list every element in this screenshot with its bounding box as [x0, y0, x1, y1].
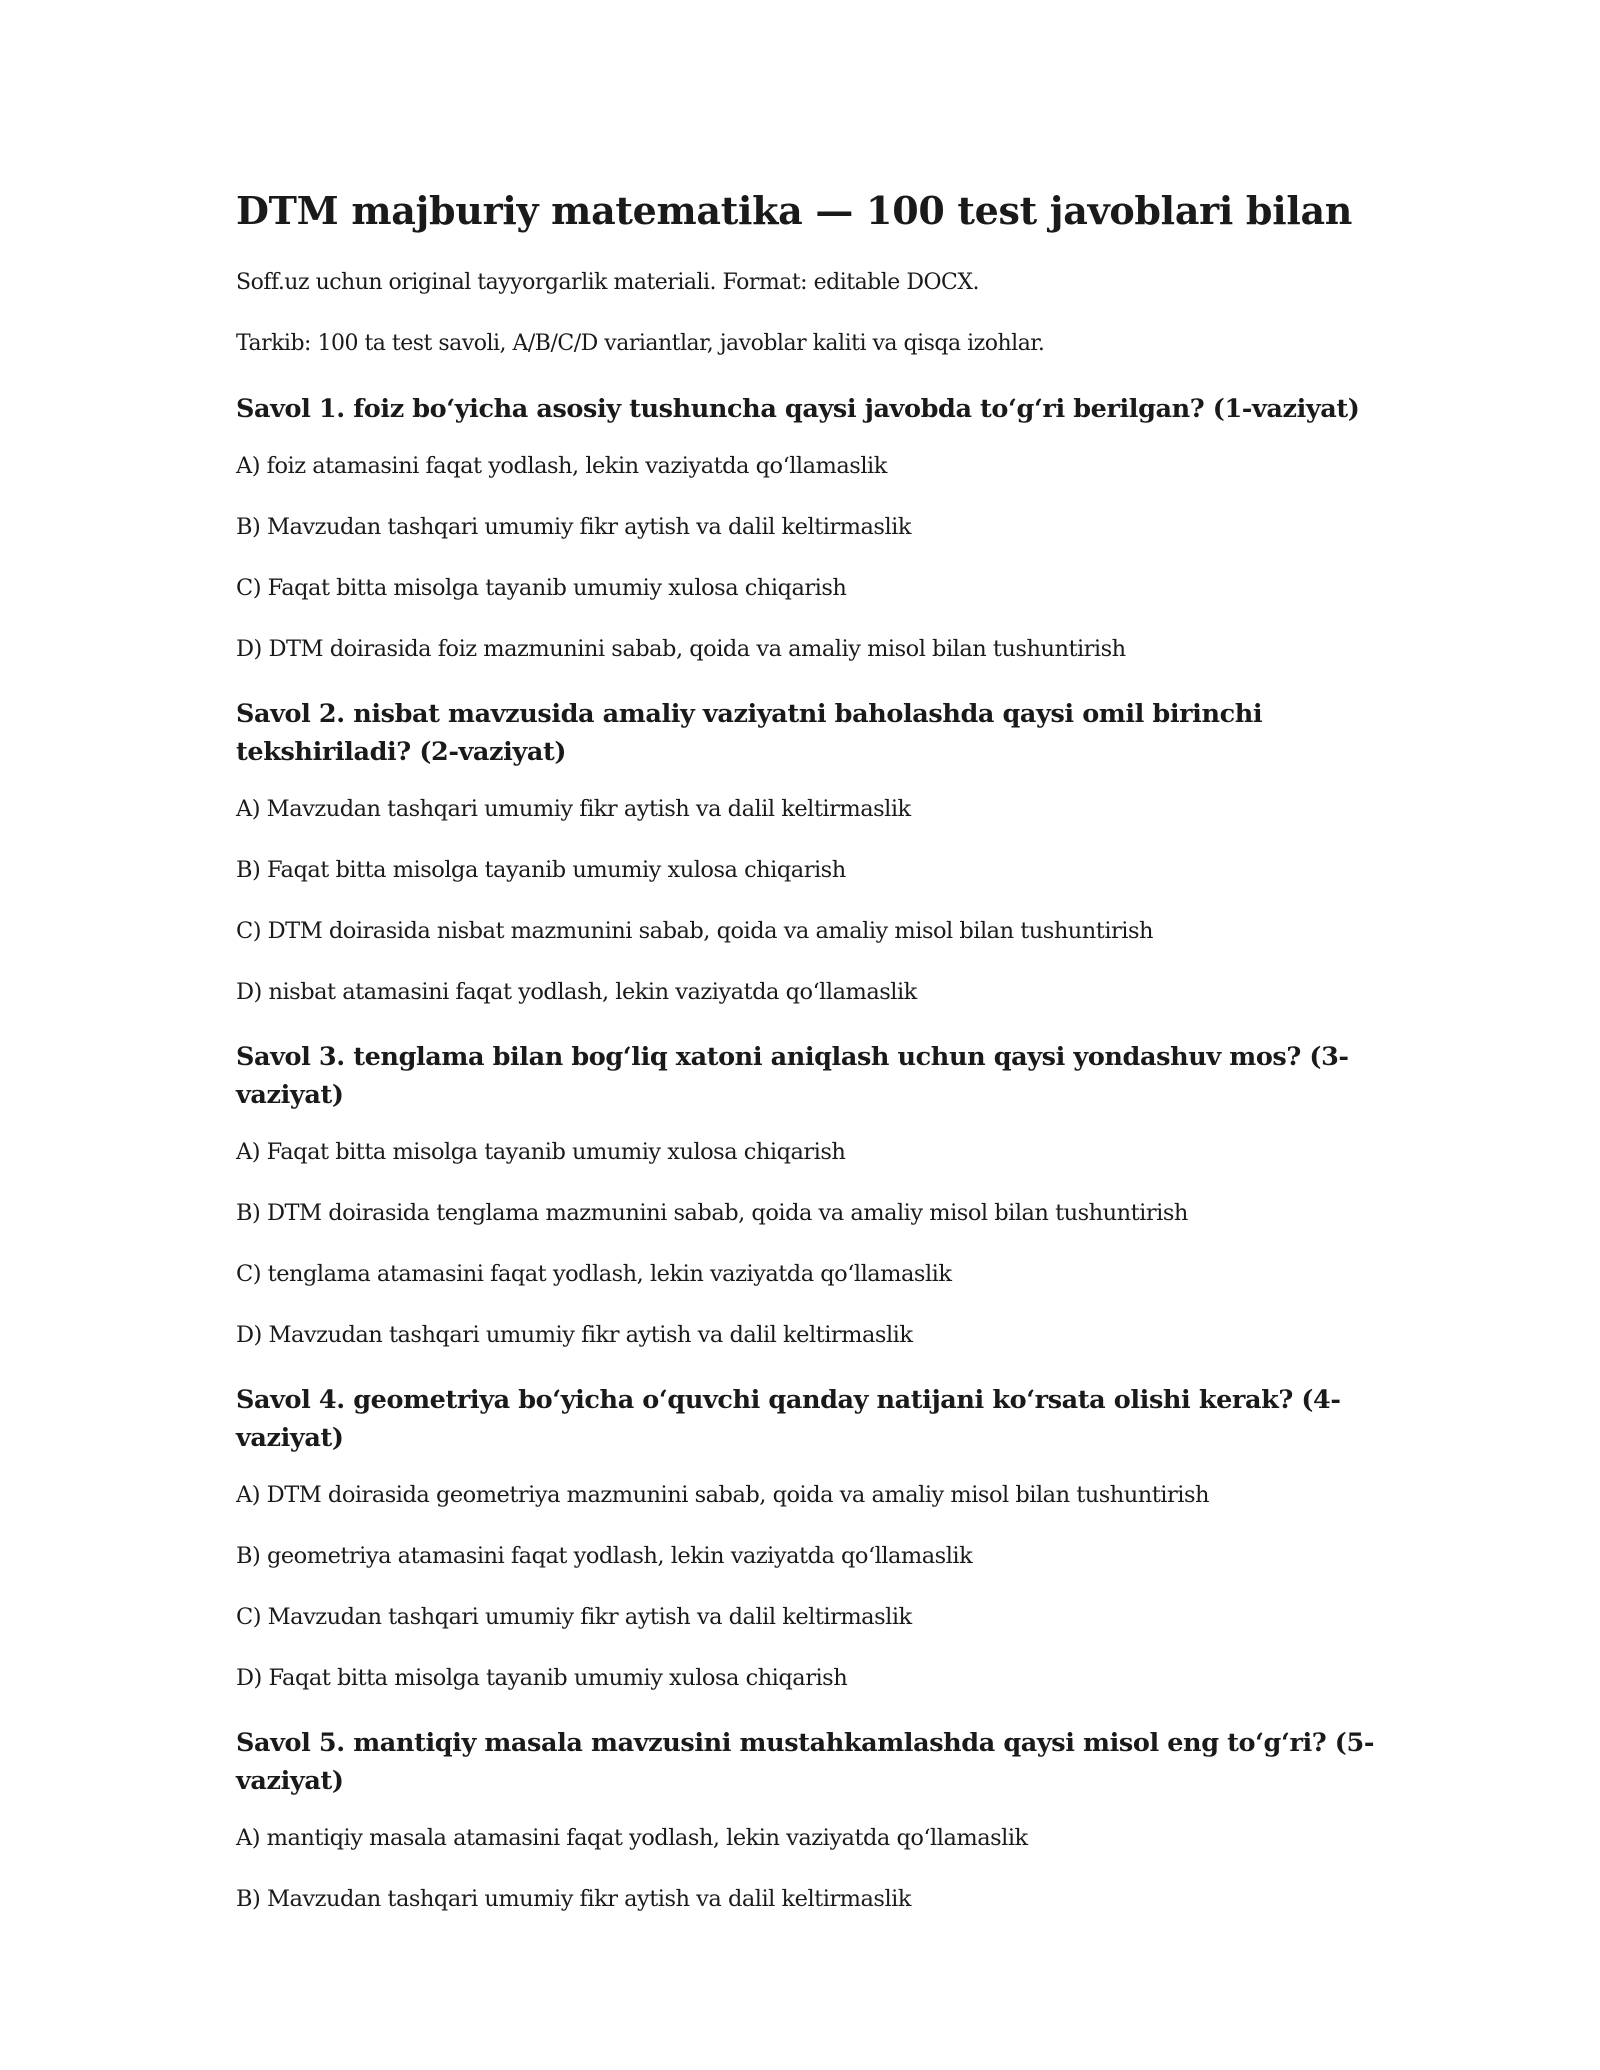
question-heading: Savol 1. foiz bo‘yicha asosiy tushuncha qaysi javobda to‘g‘ri berilgan? (1-vaziyat) [236, 394, 1360, 424]
answer-option-b: B) DTM doirasida tenglama mazmunini sabab, qoida va amaliy misol bilan tushuntirish [236, 1200, 1188, 1226]
question-heading: Savol 4. geometriya bo‘yicha o‘quvchi qanday natijani ko‘rsata olishi kerak? (4-vaziyat) [236, 1385, 1341, 1453]
answer-option-a: A) mantiqiy masala atamasini faqat yodlash, lekin vaziyatda qo‘llamaslik [236, 1825, 1028, 1851]
answer-option-d: D) Faqat bitta misolga tayanib umumiy xulosa chiqarish [236, 1665, 848, 1691]
answer-option-b: B) Mavzudan tashqari umumiy fikr aytish va dalil keltirmaslik [236, 1886, 911, 1912]
document-title: DTM majburiy matematika — 100 test javoblari bilan [236, 188, 1353, 233]
answer-option-b: B) Mavzudan tashqari umumiy fikr aytish va dalil keltirmaslik [236, 514, 911, 540]
question-heading: Savol 2. nisbat mavzusida amaliy vaziyatni baholashda qaysi omil birinchi tekshiriladi? (2-vaziyat) [236, 699, 1263, 767]
answer-option-a: A) DTM doirasida geometriya mazmunini sabab, qoida va amaliy misol bilan tushuntirish [236, 1482, 1209, 1508]
answer-option-a: A) foiz atamasini faqat yodlash, lekin vaziyatda qo‘llamaslik [236, 453, 887, 479]
answer-option-c: C) DTM doirasida nisbat mazmunini sabab, qoida va amaliy misol bilan tushuntirish [236, 918, 1154, 944]
intro-paragraph-format: Soff.uz uchun original tayyorgarlik materiali. Format: editable DOCX. [236, 270, 979, 295]
question-block-2 [236, 695, 1376, 1007]
question-block-3 [236, 1038, 1376, 1350]
answer-option-b: B) Faqat bitta misolga tayanib umumiy xulosa chiqarish [236, 857, 846, 883]
answer-option-c: C) Faqat bitta misolga tayanib umumiy xulosa chiqarish [236, 575, 847, 601]
answer-option-a: A) Mavzudan tashqari umumiy fikr aytish va dalil keltirmaslik [236, 796, 911, 822]
intro-paragraph-contents: Tarkib: 100 ta test savoli, A/B/C/D variantlar, javoblar kaliti va qisqa izohlar. [236, 331, 1045, 356]
answer-option-d: D) nisbat atamasini faqat yodlash, lekin vaziyatda qo‘llamaslik [236, 979, 917, 1005]
answer-option-a: A) Faqat bitta misolga tayanib umumiy xulosa chiqarish [236, 1139, 846, 1165]
answer-option-d: D) DTM doirasida foiz mazmunini sabab, qoida va amaliy misol bilan tushuntirish [236, 636, 1126, 662]
question-heading: Savol 3. tenglama bilan bog‘liq xatoni aniqlash uchun qaysi yondashuv mos? (3-vaziyat) [236, 1042, 1349, 1110]
question-heading: Savol 5. mantiqiy masala mavzusini mustahkamlashda qaysi misol eng to‘g‘ri? (5-vaziyat) [236, 1728, 1375, 1796]
answer-option-c: C) Mavzudan tashqari umumiy fikr aytish va dalil keltirmaslik [236, 1604, 912, 1630]
answer-option-d: D) Mavzudan tashqari umumiy fikr aytish va dalil keltirmaslik [236, 1322, 913, 1348]
answer-option-b: B) geometriya atamasini faqat yodlash, lekin vaziyatda qo‘llamaslik [236, 1543, 973, 1569]
document-page [236, 186, 1376, 1945]
question-block-5 [236, 1724, 1376, 1914]
question-block-1 [236, 390, 1376, 664]
answer-option-c: C) tenglama atamasini faqat yodlash, lekin vaziyatda qo‘llamaslik [236, 1261, 952, 1287]
question-block-4 [236, 1381, 1376, 1693]
